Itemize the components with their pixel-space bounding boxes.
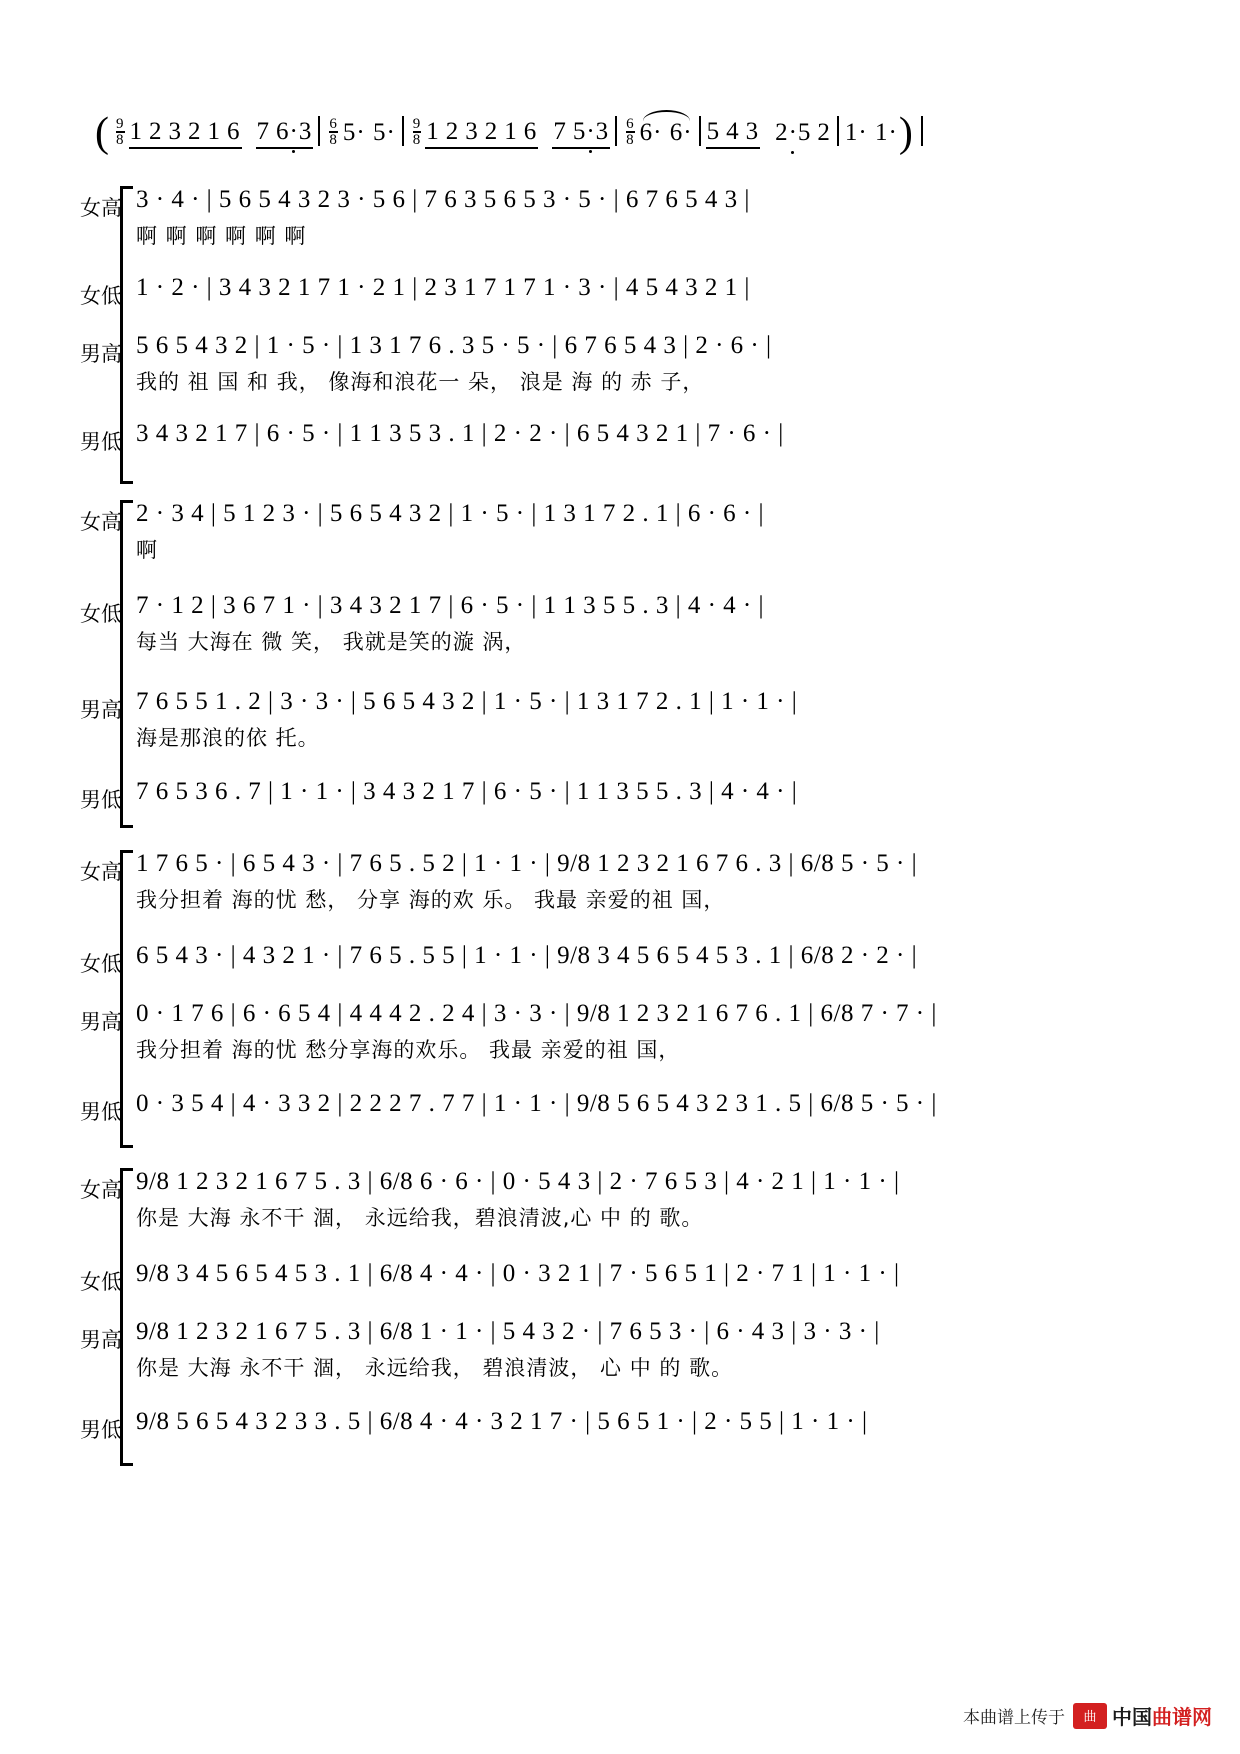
lyrics-alto: 每当 大海在 微 笑， 我就是笑的漩 涡， (136, 630, 527, 654)
lyrics-tenor: 我分担着 海的忧 愁分享海的欢乐。 我最 亲爱的祖 国， (136, 1038, 681, 1062)
notes-alto: 7 · 1 2 | 3 6 7 1 · | 3 4 3 2 1 7 | 6 · 5 · | 1 1 3 5 5 . 3 | 4 · 4 · | (136, 592, 764, 619)
note-group: 5 4 3 (706, 118, 761, 149)
staff-line-bass (80, 1408, 1140, 1480)
staff-line-bass (80, 420, 1140, 492)
voice-label-tenor: 男高 (80, 1010, 122, 1034)
staff-line-tenor (80, 1000, 1140, 1072)
voice-label-soprano: 女高 (80, 1178, 122, 1202)
voice-label-soprano: 女高 (80, 196, 122, 220)
time-signature-9-8: 9 8 (116, 116, 125, 148)
voice-label-alto: 女低 (80, 602, 122, 626)
notes-soprano: 2 · 3 4 | 5 1 2 3 · | 5 6 5 4 3 2 | 1 · 5 · | 1 3 1 7 2 . 1 | 6 · 6 · | (136, 500, 764, 527)
lyrics-soprano: 你是 大海 永不干 涸， 永远给我，碧浪清波,心 中 的 歌。 (136, 1206, 704, 1230)
barline (615, 116, 617, 146)
system-4 (80, 1168, 1140, 1468)
notes-tenor: 5 6 5 4 3 2 | 1 · 5 · | 1 3 1 7 6 . 3 5 · 5 · | 6 7 6 5 4 3 | 2 · 6 · | (136, 332, 772, 359)
notes-bass: 3 4 3 2 1 7 | 6 · 5 · | 1 1 3 5 3 . 1 | 2 · 2 · | 6 5 4 3 2 1 | 7 · 6 · | (136, 420, 784, 447)
staff-line-soprano (80, 186, 1140, 258)
prelude-line (95, 112, 1115, 154)
lyrics-soprano: 啊 (136, 538, 158, 562)
voice-label-soprano: 女高 (80, 860, 122, 884)
footer-credit (963, 1701, 1212, 1730)
voice-label-soprano: 女高 (80, 510, 122, 534)
voice-label-bass: 男低 (80, 1418, 122, 1442)
note-group: 7 6·3 (256, 118, 314, 149)
site-name-red: 曲谱网 (1152, 1705, 1212, 1729)
voice-label-alto: 女低 (80, 284, 122, 308)
site-logo-icon: 曲 (1073, 1703, 1107, 1729)
staff-line-soprano (80, 1168, 1140, 1240)
paren-open: ( (95, 110, 110, 156)
staff-line-bass (80, 1090, 1140, 1162)
staff-line-alto (80, 592, 1140, 664)
staff-line-soprano (80, 850, 1140, 922)
voice-label-alto: 女低 (80, 952, 122, 976)
lyrics-tenor: 你是 大海 永不干 涸， 永远给我， 碧浪清波， 心 中 的 歌。 (136, 1356, 734, 1380)
notes-alto: 1 · 2 · | 3 4 3 2 1 7 1 · 2 1 | 2 3 1 7 1 7 1 · 3 · | 4 5 4 3 2 1 | (136, 274, 750, 301)
voice-label-bass: 男低 (80, 1100, 122, 1124)
notes-bass: 9/8 5 6 5 4 3 2 3 3 . 5 | 6/8 4 · 4 · 3 2 1 7 · | 5 6 5 1 · | 2 · 5 5 | 1 · 1 · | (136, 1408, 868, 1435)
voice-label-tenor: 男高 (80, 342, 122, 366)
voice-label-tenor: 男高 (80, 698, 122, 722)
barline (699, 116, 701, 146)
system-3 (80, 850, 1140, 1150)
lyrics-soprano: 啊 啊 啊 啊 啊 啊 (136, 224, 307, 248)
notes-soprano: 3 · 4 · | 5 6 5 4 3 2 3 · 5 6 | 7 6 3 5 6 5 3 · 5 · | 6 7 6 5 4 3 | (136, 186, 750, 213)
note: 2·5 2 (775, 119, 831, 146)
notes-soprano: 9/8 1 2 3 2 1 6 7 5 . 3 | 6/8 6 · 6 · | 0 · 5 4 3 | 2 · 7 6 5 3 | 4 · 2 1 | 1 · 1 · | (136, 1168, 900, 1195)
paren-close: ) (898, 110, 914, 156)
staff-line-tenor (80, 688, 1140, 760)
site-link[interactable] (1073, 1701, 1212, 1730)
notes-tenor: 7 6 5 5 1 . 2 | 3 · 3 · | 5 6 5 4 3 2 | 1 · 5 · | 1 3 1 7 2 . 1 | 1 · 1 · | (136, 688, 798, 715)
notes-alto: 6 5 4 3 · | 4 3 2 1 · | 7 6 5 . 5 5 | 1 · 1 · | 9/8 3 4 5 6 5 4 5 3 . 1 | 6/8 2 · 2 · | (136, 942, 918, 969)
lyrics-tenor: 我的 祖 国 和 我， 像海和浪花一 朵， 浪是 海 的 赤 子， (136, 370, 705, 394)
note-group: 1 2 3 2 1 6 (129, 118, 242, 149)
barline (837, 116, 839, 146)
notes-bass: 0 · 3 5 4 | 4 · 3 3 2 | 2 2 2 7 . 7 7 | 1 · 1 · | 9/8 5 6 5 4 3 2 3 1 . 5 | 6/8 5 · 5 · | (136, 1090, 937, 1117)
system-1 (80, 186, 1140, 486)
voice-label-alto: 女低 (80, 1270, 122, 1294)
barline (402, 116, 404, 146)
notes-soprano: 1 7 6 5 · | 6 5 4 3 · | 7 6 5 . 5 2 | 1 · 1 · | 9/8 1 2 3 2 1 6 7 6 . 3 | 6/8 5 · 5 · | (136, 850, 918, 877)
time-signature-9-8: 9 8 (412, 116, 422, 148)
voice-label-bass: 男低 (80, 430, 122, 454)
staff-line-tenor (80, 1318, 1140, 1390)
note-group: 1 2 3 2 1 6 (425, 118, 538, 149)
note: 6· 6· (639, 119, 693, 146)
system-2 (80, 500, 1140, 830)
site-name-cn: 中国 (1112, 1705, 1152, 1729)
voice-label-tenor: 男高 (80, 1328, 122, 1352)
voice-label-bass: 男低 (80, 788, 122, 812)
notes-alto: 9/8 3 4 5 6 5 4 5 3 . 1 | 6/8 4 · 4 · | 0 · 3 2 1 | 7 · 5 6 5 1 | 2 · 7 1 | 1 · 1 · | (136, 1260, 900, 1287)
barline (921, 116, 923, 146)
notes-tenor: 9/8 1 2 3 2 1 6 7 5 . 3 | 6/8 1 · 1 · | 5 4 3 2 · | 7 6 5 3 · | 6 · 4 3 | 3 · 3 · | (136, 1318, 880, 1345)
barline (318, 116, 320, 146)
note: 5· 5· (342, 119, 396, 146)
staff-line-soprano (80, 500, 1140, 572)
time-signature-6-8: 6 8 (626, 116, 635, 148)
notes-tenor: 0 · 1 7 6 | 6 · 6 5 4 | 4 4 4 2 . 2 4 | 3 · 3 · | 9/8 1 2 3 2 1 6 7 6 . 1 | 6/8 7 · 7 · | (136, 1000, 937, 1027)
note: 1· 1· (844, 119, 898, 146)
footer-uploaded-text: 本曲谱上传于 (963, 1708, 1065, 1728)
notes-bass: 7 6 5 3 6 . 7 | 1 · 1 · | 3 4 3 2 1 7 | 6 · 5 · | 1 1 3 5 5 . 3 | 4 · 4 · | (136, 778, 798, 805)
time-signature-6-8: 6 8 (329, 116, 338, 148)
lyrics-soprano: 我分担着 海的忧 愁， 分享 海的欢 乐。 我最 亲爱的祖 国， (136, 888, 726, 912)
staff-line-bass (80, 778, 1140, 850)
staff-line-tenor (80, 332, 1140, 404)
lyrics-tenor: 海是那浪的依 托。 (136, 726, 320, 750)
note-group: 7 5·3 (552, 118, 610, 149)
